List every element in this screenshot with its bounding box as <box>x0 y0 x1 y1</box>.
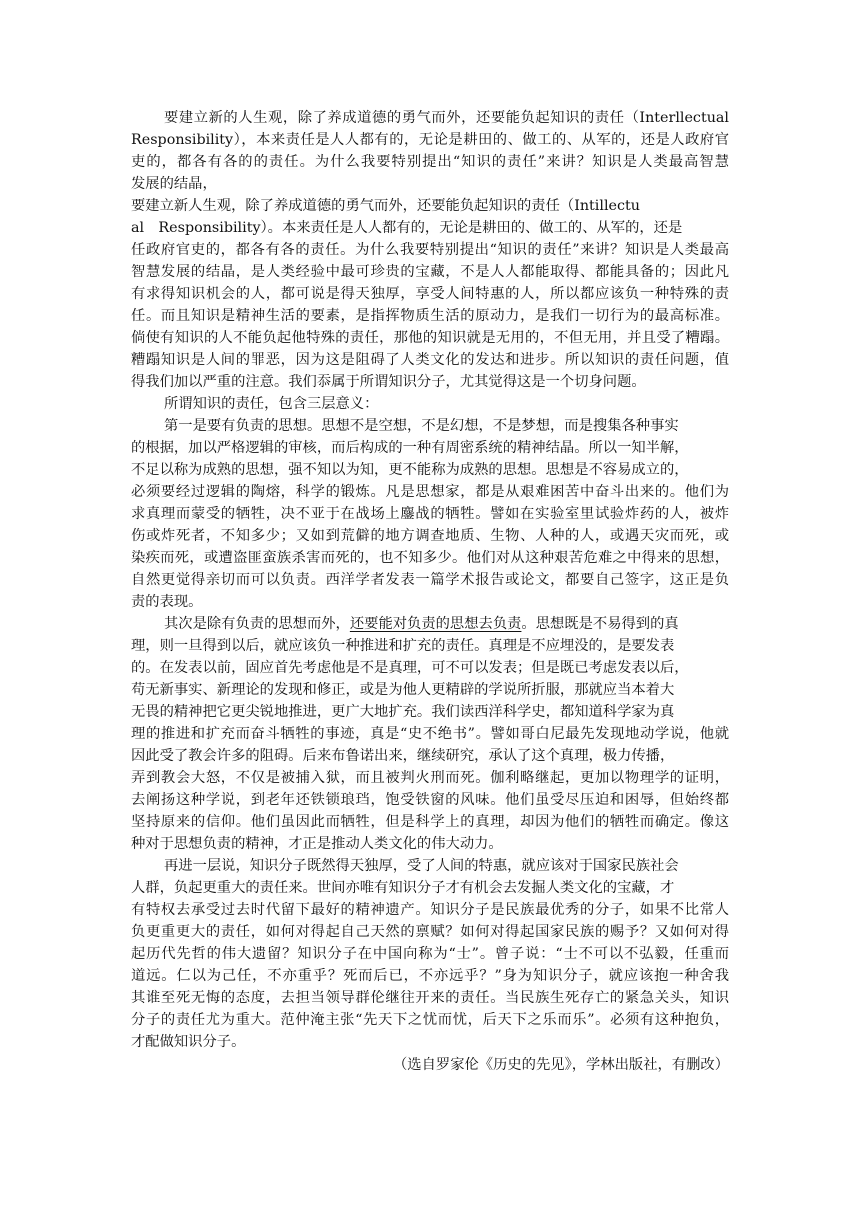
paragraph-line: 有特权去承受过去时代留下最好的精神遗产。知识分子是民族最优秀的分子，如果不比常人 <box>131 902 729 918</box>
line-text: 其次是除有负责的思想而外， <box>164 616 350 632</box>
paragraph-line: 再进一层说，知识分子既然得天独厚，受了人间的特惠，就应该对于国家民族社会 <box>164 858 679 874</box>
paragraph-line: 起历代先哲的伟大遗留？知识分子在中国向称为“士”。曾子说：“士不可以不弘毅，任重而 <box>131 946 729 962</box>
paragraph-line: 人群，负起更重大的责任来。世间亦唯有知识分子才有机会去发掘人类文化的宝藏，才 <box>131 880 675 896</box>
paragraph-line: 任政府官吏的，都各有各的责任。为什么我要特别提出“知识的责任”来讲？知识是人类最高 <box>131 242 729 258</box>
paragraph-line: 伤或炸死者，不知多少；又如到荒僻的地方调查地质、生物、人种的人，或遇天灾而死，或 <box>131 528 729 544</box>
paragraph-line: 不足以称为成熟的思想，强不知以为知，更不能称为成熟的思想。思想是不容易成立的， <box>131 462 689 478</box>
line-text: 。思想既是不易得到的真 <box>521 616 679 632</box>
paragraph-line: Responsibility），本来责任是人人都有的，无论是耕田的、做工的、从军的，还是人政府官 <box>131 132 729 148</box>
paragraph-line: 必须要经过逻辑的陶熔，科学的锻炼。凡是思想家，都是从艰难困苦中奋斗出来的。他们为 <box>131 484 729 500</box>
paragraph-line: 种对于思想负责的精神，才正是推动人类文化的伟大动力。 <box>131 836 503 852</box>
paragraph-line: 得我们加以严重的注意。我们忝属于所谓知识分子，尤其觉得这是一个切身问题。 <box>131 374 646 390</box>
paragraph-line: 要建立新的人生观，除了养成道德的勇气而外，还要能负起知识的责任（Interllectual <box>164 110 729 126</box>
paragraph-line: 的。在发表以前，固应首先考虑他是不是真理，可不可以发表；但是既已考虑发表以后， <box>131 660 689 676</box>
paragraph-line: 要建立新人生观，除了养成道德的勇气而外，还要能负起知识的责任（Intillectu <box>131 198 640 214</box>
paragraph-line: 糟蹋知识是人间的罪恶，因为这是阻碍了人类文化的发达和进步。所以知识的责任问题，值 <box>131 352 729 368</box>
paragraph-line: 无畏的精神把它更尖锐地推进，更广大地扩充。我们读西洋科学史，都知道科学家为真 <box>131 704 675 720</box>
paragraph-line: 任。而且知识是精神生活的要素，是指挥物质生活的原动力，是我们一切行为的最高标准。 <box>131 308 729 324</box>
paragraph-line: 吏的，都各有各的的责任。为什么我要特别提出“知识的责任”来讲？知识是人类最高智慧 <box>131 154 729 170</box>
paragraph-line: 分子的责任尤为重大。范仲淹主张“先天下之忧而忧，后天下之乐而乐”。必须有这种抱负， <box>131 1012 729 1028</box>
underlined-phrase: 还要能对负责的思想去负责 <box>349 616 522 632</box>
paragraph-line: 责的表现。 <box>131 594 203 610</box>
paragraph-line: 理的推进和扩充而奋斗牺牲的事迹，真是“史不绝书”。譬如哥白尼最先发现地动学说，他就 <box>131 726 729 742</box>
paragraph-line: 智慧发展的结晶，是人类经验中最可珍贵的宝藏，不是人人都能取得、都能具备的；因此凡 <box>131 264 729 280</box>
paragraph-line: 负更重更大的责任，如何对得起自己天然的禀赋？如何对得起国家民族的赐予？又如何对得 <box>131 924 729 940</box>
paragraph-line: 染疾而死，或遭盗匪蛮族杀害而死的，也不知多少。他们对从这种艰苦危难之中得来的思想， <box>131 550 729 566</box>
paragraph-line: 第一是要有负责的思想。思想不是空想，不是幻想，不是梦想，而是搜集各种事实 <box>164 418 679 434</box>
paragraph-line: 才配做知识分子。 <box>131 1034 246 1050</box>
paragraph-line: 弄到教会大怒，不仅是被捕入狱，而且被判火刑而死。伽利略继起，更加以物理学的证明， <box>131 770 729 786</box>
paragraph-line: 有求得知识机会的人，都可说是得天独厚，享受人间特惠的人，所以都应该负一种特殊的责 <box>131 286 729 302</box>
paragraph-line: 发展的结晶， <box>131 176 217 192</box>
paragraph-line: 自然更觉得亲切而可以负责。西洋学者发表一篇学术报告或论文，都要自己签字，这正是负 <box>131 572 729 588</box>
paragraph-line: 去阐扬这种学说，到老年还铁锁琅珰，饱受铁窗的风味。他们虽受尽压迫和困辱，但始终都 <box>131 792 729 808</box>
paragraph-line: 坚持原来的信仰。他们虽因此而牺牲，但是科学上的真理，却因为他们的牺牲而确定。像这 <box>131 814 729 830</box>
paragraph-line: 其谁至死无悔的态度，去担当领导群伦继往开来的责任。当民族生死存亡的紧急关头，知识 <box>131 990 729 1006</box>
paragraph-line: 的根据，加以严格逻辑的审核，而后构成的一种有周密系统的精神结晶。所以一知半解， <box>131 440 689 456</box>
paragraph-line: al Responsibility）。本来责任是人人都有的，无论是耕田的、做工的、从军的，还是 <box>131 220 683 236</box>
paragraph-line: 因此受了教会许多的阻碍。后来布鲁诺出来，继续研究，承认了这个真理，极力传播， <box>131 748 675 764</box>
paragraph-line: 倘使有知识的人不能负起他特殊的责任，那他的知识就是无用的，不但无用，并且受了糟蹋。 <box>131 330 729 346</box>
paragraph-line: 道远。仁以为己任，不亦重乎？死而后已，不亦远乎？”身为知识分子，就应该抱一种舍我 <box>131 968 729 984</box>
paragraph-line: 所谓知识的责任，包含三层意义： <box>164 396 379 412</box>
paragraph-line <box>164 614 679 635</box>
paragraph-line: 理，则一旦得到以后，就应该负一种推进和扩充的责任。真理是不应埋没的，是要发表 <box>131 638 675 654</box>
paragraph-line: 求真理而蒙受的牺牲，决不亚于在战场上鏖战的牺牲。譬如在实验室里试验炸药的人，被炸 <box>131 506 729 522</box>
paragraph-line: 苟无新事实、新理论的发现和修正，或是为他人更精辟的学说所折服，那就应当本着大 <box>131 682 675 698</box>
source-citation: （选自罗家伦《历史的先见》，学林出版社，有删改） <box>393 1057 729 1073</box>
